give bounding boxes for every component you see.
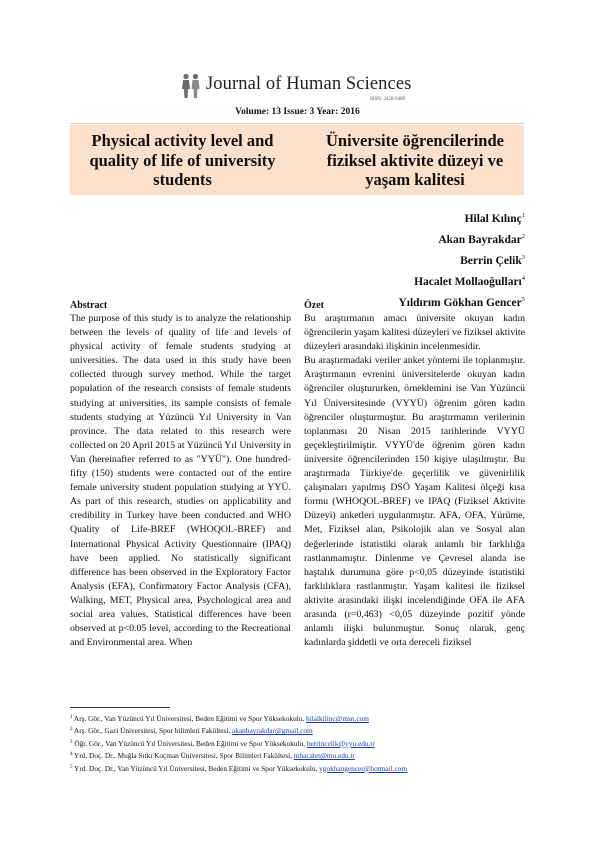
ozet-heading: Özet: [304, 300, 324, 311]
abstract-text: [70, 312, 291, 692]
author-2: Akan Bayrakdar$^2$: [438, 233, 525, 246]
issn-label: ISSN: 2458-9489: [370, 97, 406, 102]
email-link-3[interactable]: berrincelik@yyu.edu.tr: [306, 738, 375, 748]
ozet-text: [304, 312, 525, 692]
footnote-3: $^3$ Öğr. Gör., Van Yüzüncü Yıl Üniversitesi, Beden Eğitimi ve Spor Yüksekokulu, berrincelik@yyu.edu.tr: [70, 738, 375, 748]
ozet-paragraph-2: Bu araştırmadaki veriler anket yöntemi ile toplanmıştır. Araştırmanın evrenini üniversitelerde okuyan kadın öğrenciler oluştururken, örneklemini ise Van Yüzüncü Yıl Üniversitesinde (VYYÜ) öğrenim gören kadın öğrenciler oluşturmuştur. Bu araştırmanın verilerinin toplanması 20 Nisan 2015 tarihlerinde VYYÜ geçekleştirilmiştir. VYYÜ'de öğrenim gören kadın üniversite öğrencilerinden 150 kişiye ulaşılmıştır. Bu araştırmada Türkiye'de geçerlilik ve güvenirlilik çalışmaları yapılmış DSÖ Yaşam Kalitesi ölçeği kısa formu (WHOQOL-BREF) ve IPAQ (Fiziksel Aktivite Düzeyi) anketleri uygulanmıştır. AFA, OFA, Yürüme, Met, Fiziksel alan, Psikolojik alan ve Sosyal alan değerlerinde istatistiki olarak anlamlı bir farklılığa rastlanmamıştır. Dinlenme ve Çevresel alanda ise haştalık durumuna göre p<0,05 düzeyinde istatistiki farklılıklara rastlanmıştır. Yaşam kalitesi ile fiziksel aktivite arasındaki ilişki incelendiğinde OFA ile AFA arasında (r=0,463) <0,05 düzeyinde pozitif yönde anlamlı ilişki bulunmuştur. Sonuç olarak, genç kadınlarda şiddetli ve orta dereceli fiziksel: [304, 355, 525, 649]
title-turkish: Üniversite öğrencilerinde fiziksel aktivite düzeyi ve yaşam kalitesi: [326, 131, 504, 189]
abstract-heading: Abstract: [70, 300, 108, 311]
email-link-5[interactable]: ygokhangencer@hotmail.com: [319, 763, 408, 773]
volume-issue-year: Volume: 13 Issue: 3 Year: 2016: [235, 107, 360, 117]
footnotes: [70, 712, 530, 774]
author-list: [398, 207, 525, 312]
email-link-1[interactable]: hilalkilinc@msn.com: [306, 714, 369, 723]
footnote-2: $^2$ Arş. Gör., Gazi Üniversitesi, Spor bilimleri Fakültesi, akanbayrakdar@gmail.com: [70, 726, 313, 736]
abstract-paragraph: The purpose of this study is to analyze the relationship between the levels of quality of life and levels of physical activity of female students studying at universities. The data used in this study have been collected through survey method. While the target population of the research consists of female students studying at universities, its sample consists of female students studying at Yüzüncü Yıl University in Van province. The data related to this research were collected on 20 April 2015 at Yüzüncü Yıl University in Van (hereinafter referred to as "YYÜ"). One hundred-fifty (150) students were contacted out of the entire female university student population studying at YYÜ. As part of this research, studies on applicability and credibility in Turkey have been conducted and WHO Quality of Life-BREF (WHOQOL-BREF) and International Physical Activity Questionnaire (IPAQ) have been applied. No statistically significant difference has been observed in the Exploratory Factor Analysis (EFA), Confirmatory Factor Analysis (CFA), Walking, MET, Physical area, Psychological area and social area values. Statistical differences have been observed at p<0.05 level, according to the Recreational and Environmental area. When: [70, 313, 291, 649]
footnote-rule: [70, 707, 170, 708]
footnote-5: $^5$ Yrd. Doç. Dr., Van Yüzüncü Yıl Üniversitesi, Beden Eğitimi ve Spor Yüksekokulu, ygokhangencer@hotmail.com: [70, 763, 408, 773]
header-rule: [70, 123, 524, 124]
footnote-1: $^1$ Arş. Gör., Van Yüzüncü Yıl Üniversitesi, Beden Eğitimi ve Spor Yüksekokulu, hilalkilinc@msn.com: [70, 714, 369, 723]
author-4: Hacalet Mollaoğulları$^4$: [414, 275, 525, 288]
author-3: Berrin Çelik$^3$: [460, 254, 525, 267]
title-english: Physical activity level and quality of life of university students: [89, 131, 276, 189]
human-figures-logo-icon: [180, 73, 202, 99]
ozet-paragraph-1: Bu araştırmanın amacı üniversite okuyan kadın öğrencilerin yaşam kalitesi düzeyleri ve fiziksel aktivite düzeyleri arasındaki ilişkinin incelenmesidir.: [304, 313, 525, 353]
author-5: Yıldırım Gökhan Gencer$^5$: [398, 296, 525, 309]
journal-title: Journal of Human Sciences: [206, 74, 412, 94]
author-1: Hilal Kılınç$^1$: [464, 212, 525, 225]
email-link-2[interactable]: akanbayrakdar@gmail.com: [232, 726, 313, 736]
email-link-4[interactable]: mhacalet@mu.edu.tr: [293, 751, 355, 761]
footnote-4: $^4$ Yrd. Doç. Dr., Muğla Sıtkı Koçman Üniversitesi, Spor Bilimleri Fakültesi, mhacalet@mu.edu.tr: [70, 751, 355, 761]
